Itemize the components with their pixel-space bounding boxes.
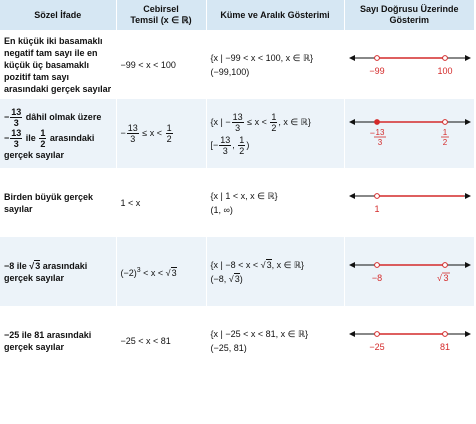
- alg-op1: ≤: [142, 127, 148, 138]
- interval-notation: (1, ∞): [210, 204, 233, 215]
- header-number-line: [344, 0, 474, 30]
- verbal-radicand: 3: [35, 260, 41, 271]
- algebraic-cell: [116, 30, 206, 99]
- int-post: ): [246, 139, 250, 150]
- nl-right-den: 2: [442, 138, 447, 147]
- frac-den: 2: [239, 145, 245, 156]
- frac-den: 2: [271, 122, 277, 133]
- set-notation: [211, 112, 340, 133]
- verbal-sign: −: [4, 132, 10, 143]
- number-line-cell: [344, 306, 474, 375]
- nl-left-label: −8: [371, 273, 382, 283]
- frac-num: 13: [232, 111, 243, 122]
- set-mid: ≤ x <: [244, 116, 270, 127]
- alg-x: x: [149, 127, 155, 138]
- algebraic-cell: [116, 168, 206, 237]
- alg-b: 100: [160, 59, 176, 70]
- header-verbal: Sözel İfade: [0, 0, 116, 30]
- verbal-frac-a2: [10, 128, 22, 149]
- verbal-text-3: arasındaki: [49, 132, 95, 143]
- frac-num: 1: [239, 134, 245, 145]
- set-notation: {x | −25 < x < 81, x ∈ ℝ}: [210, 328, 309, 339]
- interval-notation: [211, 273, 340, 285]
- set-post: , x ∈ ℝ}: [278, 116, 311, 127]
- frac-num: 13: [11, 106, 22, 117]
- frac-den: 2: [40, 138, 46, 149]
- set-pre: {x | −8 < x < √: [210, 259, 266, 270]
- number-line: [349, 322, 471, 356]
- table-row: [0, 99, 474, 168]
- set-pre: {x | −: [210, 116, 231, 127]
- set-cell: [206, 99, 344, 168]
- frac-num: 1: [166, 123, 172, 133]
- number-line: [349, 110, 471, 154]
- number-line-cell: [344, 237, 474, 306]
- nl-left-label: 1: [373, 204, 380, 214]
- frac-num: 13: [220, 134, 231, 145]
- set-notation: [211, 259, 340, 271]
- header-number-line-2: Gösterim: [389, 15, 429, 25]
- interval-notation: (−25, 81): [210, 342, 247, 353]
- verbal-text: Birden büyük gerçek sayılar: [4, 191, 94, 214]
- number-line-cell: [344, 168, 474, 237]
- verbal-text: En küçük iki basamaklı negatif tam sayı ile en küçük üç basamaklı pozitif tam sayı arasındaki gerçek sayılar: [4, 35, 112, 94]
- frac-den: 3: [235, 122, 241, 133]
- alg-text: −25 < x < 81: [120, 335, 171, 346]
- frac-den: 3: [222, 145, 228, 156]
- frac-den: 2: [166, 134, 172, 144]
- alg-exp: 3: [136, 266, 141, 274]
- header-algebraic-line1: Cebirsel: [143, 4, 179, 14]
- alg-x: x: [146, 59, 151, 70]
- interval-notation: [211, 135, 340, 156]
- verbal-text-b: arasındaki gerçek sayılar: [4, 260, 88, 283]
- nl-left-label: −25: [368, 342, 385, 352]
- set-notation: {x | 1 < x, x ∈ ℝ}: [210, 190, 278, 201]
- algebraic-cell: [116, 306, 206, 375]
- frac-den: 3: [13, 138, 19, 149]
- header-algebraic-line2: Temsil (x ∈ ℝ): [130, 15, 192, 25]
- alg-op2: <: [153, 59, 159, 70]
- alg-pre: (−2): [120, 267, 137, 278]
- int-radicand: 3: [234, 273, 240, 284]
- int-mid: ,: [232, 139, 238, 150]
- set-frac-b: [270, 112, 277, 133]
- algebraic-cell: [116, 99, 206, 168]
- frac-num: 13: [11, 127, 22, 138]
- int-post: ): [239, 273, 243, 284]
- verbal-cell: [0, 306, 116, 375]
- set-cell: [206, 30, 344, 99]
- interval-notation: (−99,100): [210, 66, 250, 77]
- number-line-cell: [344, 30, 474, 99]
- header-number-line-1: Sayı Doğrusu Üzerinde: [359, 4, 459, 14]
- nl-right-label: 100: [436, 66, 453, 76]
- number-line-cell: [344, 99, 474, 168]
- verbal-text-1: dâhil olmak üzere: [25, 111, 102, 122]
- verbal-frac-a: [10, 107, 22, 128]
- verbal-sign: −: [4, 111, 10, 122]
- verbal-text: −25 ile 81 arasındaki gerçek sayılar: [4, 329, 92, 352]
- int-frac-a: [219, 135, 231, 156]
- set-radicand: 3: [266, 259, 272, 270]
- number-line: [349, 253, 471, 287]
- set-cell: [206, 306, 344, 375]
- header-algebraic: [116, 0, 206, 30]
- int-pre: [−: [210, 139, 219, 150]
- set-post: , x ∈ ℝ}: [271, 259, 305, 270]
- verbal-text-4: gerçek sayılar: [4, 149, 65, 160]
- table-row: [0, 30, 474, 99]
- verbal-cell: [0, 168, 116, 237]
- verbal-cell: [0, 30, 116, 99]
- verbal-text-2: ile: [25, 132, 36, 143]
- alg-a: −99: [120, 59, 136, 70]
- verbal-cell: −8 ile √3 arasındaki gerçek sayılar: [0, 237, 116, 306]
- nl-left-num: 13: [375, 128, 384, 137]
- alg-sign: −: [120, 127, 126, 138]
- number-line: [349, 46, 471, 80]
- alg-op1: <: [138, 59, 144, 70]
- nl-right-label: 81: [439, 342, 450, 352]
- nl-left-den: 3: [377, 138, 382, 147]
- number-line: [349, 184, 471, 218]
- nl-right-num: 1: [442, 128, 447, 137]
- set-frac-a: [232, 112, 244, 133]
- verbal-frac-b: [39, 128, 46, 149]
- nl-left-label: −99: [368, 66, 385, 76]
- frac-num: 13: [127, 123, 138, 133]
- header-set-interval: Küme ve Aralık Gösterimi: [206, 0, 344, 30]
- frac-den: 3: [130, 134, 136, 144]
- table-row: [0, 237, 474, 306]
- header-row: [0, 0, 474, 30]
- frac-num: 1: [40, 127, 46, 138]
- verbal-text-a: −8 ile: [4, 260, 27, 271]
- frac-num: 1: [271, 111, 277, 122]
- alg-text: 1 < x: [120, 197, 141, 208]
- set-cell: [206, 237, 344, 306]
- set-notation: {x | −99 < x < 100, x ∈ ℝ}: [210, 52, 314, 63]
- set-cell: [206, 168, 344, 237]
- svg-text:√: √: [436, 273, 442, 283]
- alg-radicand: 3: [171, 267, 177, 278]
- table-row: [0, 168, 474, 237]
- alg-frac-a: [127, 123, 139, 144]
- nl-right-radicand: 3: [442, 273, 449, 283]
- alg-frac-b: [166, 123, 173, 144]
- int-pre: (−8, √: [210, 273, 234, 284]
- nl-left-sign: −: [369, 128, 375, 138]
- algebraic-cell: [116, 237, 206, 306]
- verbal-cell: [0, 99, 116, 168]
- alg-mid: < x < √: [140, 267, 171, 278]
- table-row: [0, 306, 474, 375]
- alg-op2: <: [156, 127, 163, 138]
- frac-den: 3: [13, 117, 19, 128]
- int-frac-b: [238, 135, 245, 156]
